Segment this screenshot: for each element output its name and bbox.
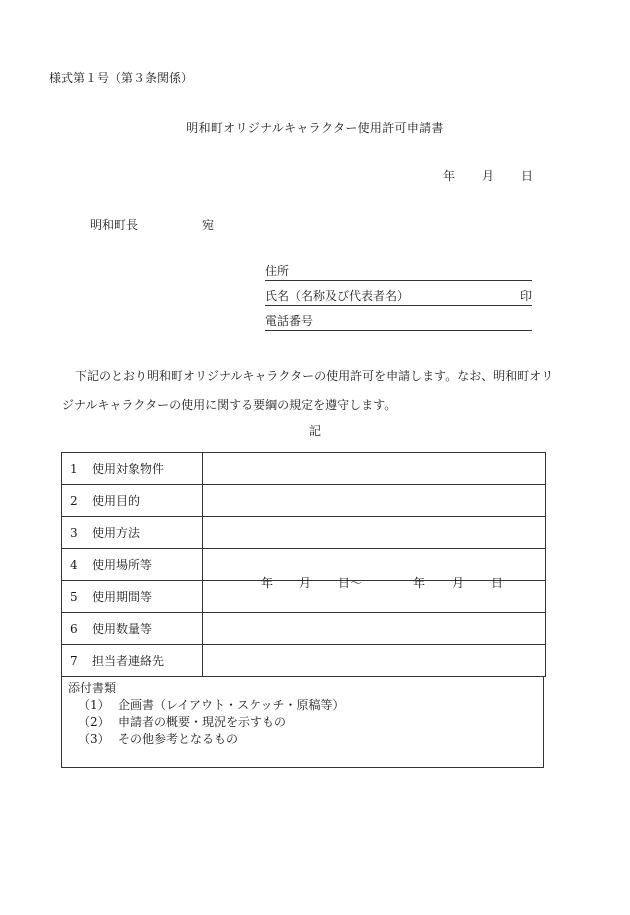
period-from-year: 年 — [261, 576, 274, 590]
table-row — [62, 517, 546, 549]
item-label-cell — [62, 517, 203, 549]
item-label: 使用対象物件 — [92, 462, 165, 476]
list-item — [68, 731, 543, 748]
applicant-name-field[interactable] — [265, 290, 532, 306]
addressee-name: 明和町長 — [90, 218, 139, 232]
date-year-label: 年 — [443, 169, 456, 183]
item-value-cell-method[interactable] — [203, 517, 546, 549]
item-value-cell-purpose[interactable] — [203, 485, 546, 517]
item-value-cell-contact[interactable] — [203, 645, 546, 677]
item-number: 3 — [70, 526, 78, 540]
item-label: 使用目的 — [92, 494, 141, 508]
item-label: 使用方法 — [92, 526, 141, 540]
attachment-text: 申請者の概要・現況を示すもの — [118, 715, 287, 729]
attachment-number: （1） — [78, 698, 110, 712]
item-number: 1 — [70, 462, 78, 476]
item-number: 7 — [70, 654, 78, 668]
application-date — [443, 170, 533, 182]
period-to-month: 月 — [452, 576, 465, 590]
list-item — [68, 714, 543, 731]
applicant-address-label: 住所 — [265, 264, 290, 278]
applicant-name-label: 氏名（名称及び代表者名） — [265, 289, 410, 303]
applicant-phone-field[interactable] — [265, 315, 532, 331]
item-number: 5 — [70, 590, 78, 604]
item-number: 4 — [70, 558, 78, 572]
period-from-month: 月 — [299, 576, 312, 590]
table-row — [62, 613, 546, 645]
item-value-cell-period[interactable] — [203, 576, 546, 613]
attachments-section — [61, 677, 544, 768]
items-table — [61, 452, 546, 677]
item-label: 担当者連絡先 — [92, 654, 165, 668]
item-label: 使用期間等 — [92, 590, 153, 604]
item-label-cell — [62, 581, 203, 613]
item-value-cell-object[interactable] — [203, 453, 546, 485]
table-row — [62, 581, 546, 613]
period-from-day: 日～ — [338, 576, 363, 590]
item-label-cell — [62, 645, 203, 677]
item-label-cell — [62, 453, 203, 485]
item-label-cell — [62, 613, 203, 645]
application-statement: 下記のとおり明和町オリジナルキャラクターの使用許可を申請します。なお、明和町オリジナルキャラクターの使用に関する要綱の規定を遵守します。 — [62, 369, 554, 412]
applicant-address-field[interactable] — [265, 265, 532, 281]
attachment-number: （2） — [78, 715, 110, 729]
attachment-number: （3） — [78, 732, 110, 746]
applicant-phone-label: 電話番号 — [265, 314, 314, 328]
addressee-suffix: 宛 — [202, 218, 215, 232]
form-number: 様式第１号（第３条関係） — [49, 71, 194, 85]
item-label-cell — [62, 485, 203, 517]
table-row — [62, 453, 546, 485]
table-row — [62, 645, 546, 677]
item-number: 6 — [70, 622, 78, 636]
addressee — [90, 218, 215, 232]
list-item — [68, 697, 543, 714]
item-label: 使用数量等 — [92, 622, 153, 636]
date-month-label: 月 — [482, 169, 495, 183]
table-row — [62, 485, 546, 517]
ki-heading: 記 — [308, 424, 321, 438]
date-day-label: 日 — [521, 169, 534, 183]
period-to-day: 日 — [491, 576, 504, 590]
item-label: 使用場所等 — [92, 558, 153, 572]
item-number: 2 — [70, 494, 78, 508]
usage-period — [211, 576, 545, 612]
attachments-heading: 添付書類 — [68, 681, 117, 695]
item-value-cell-quantity[interactable] — [203, 613, 546, 645]
seal-mark: 印 — [519, 289, 532, 303]
period-to-year: 年 — [413, 576, 426, 590]
item-label-cell — [62, 549, 203, 581]
attachment-text: 企画書（レイアウト・スケッチ・原稿等） — [118, 698, 345, 712]
document-title: 明和町オリジナルキャラクター使用許可申請書 — [186, 121, 444, 135]
attachment-text: その他参考となるもの — [118, 732, 239, 746]
